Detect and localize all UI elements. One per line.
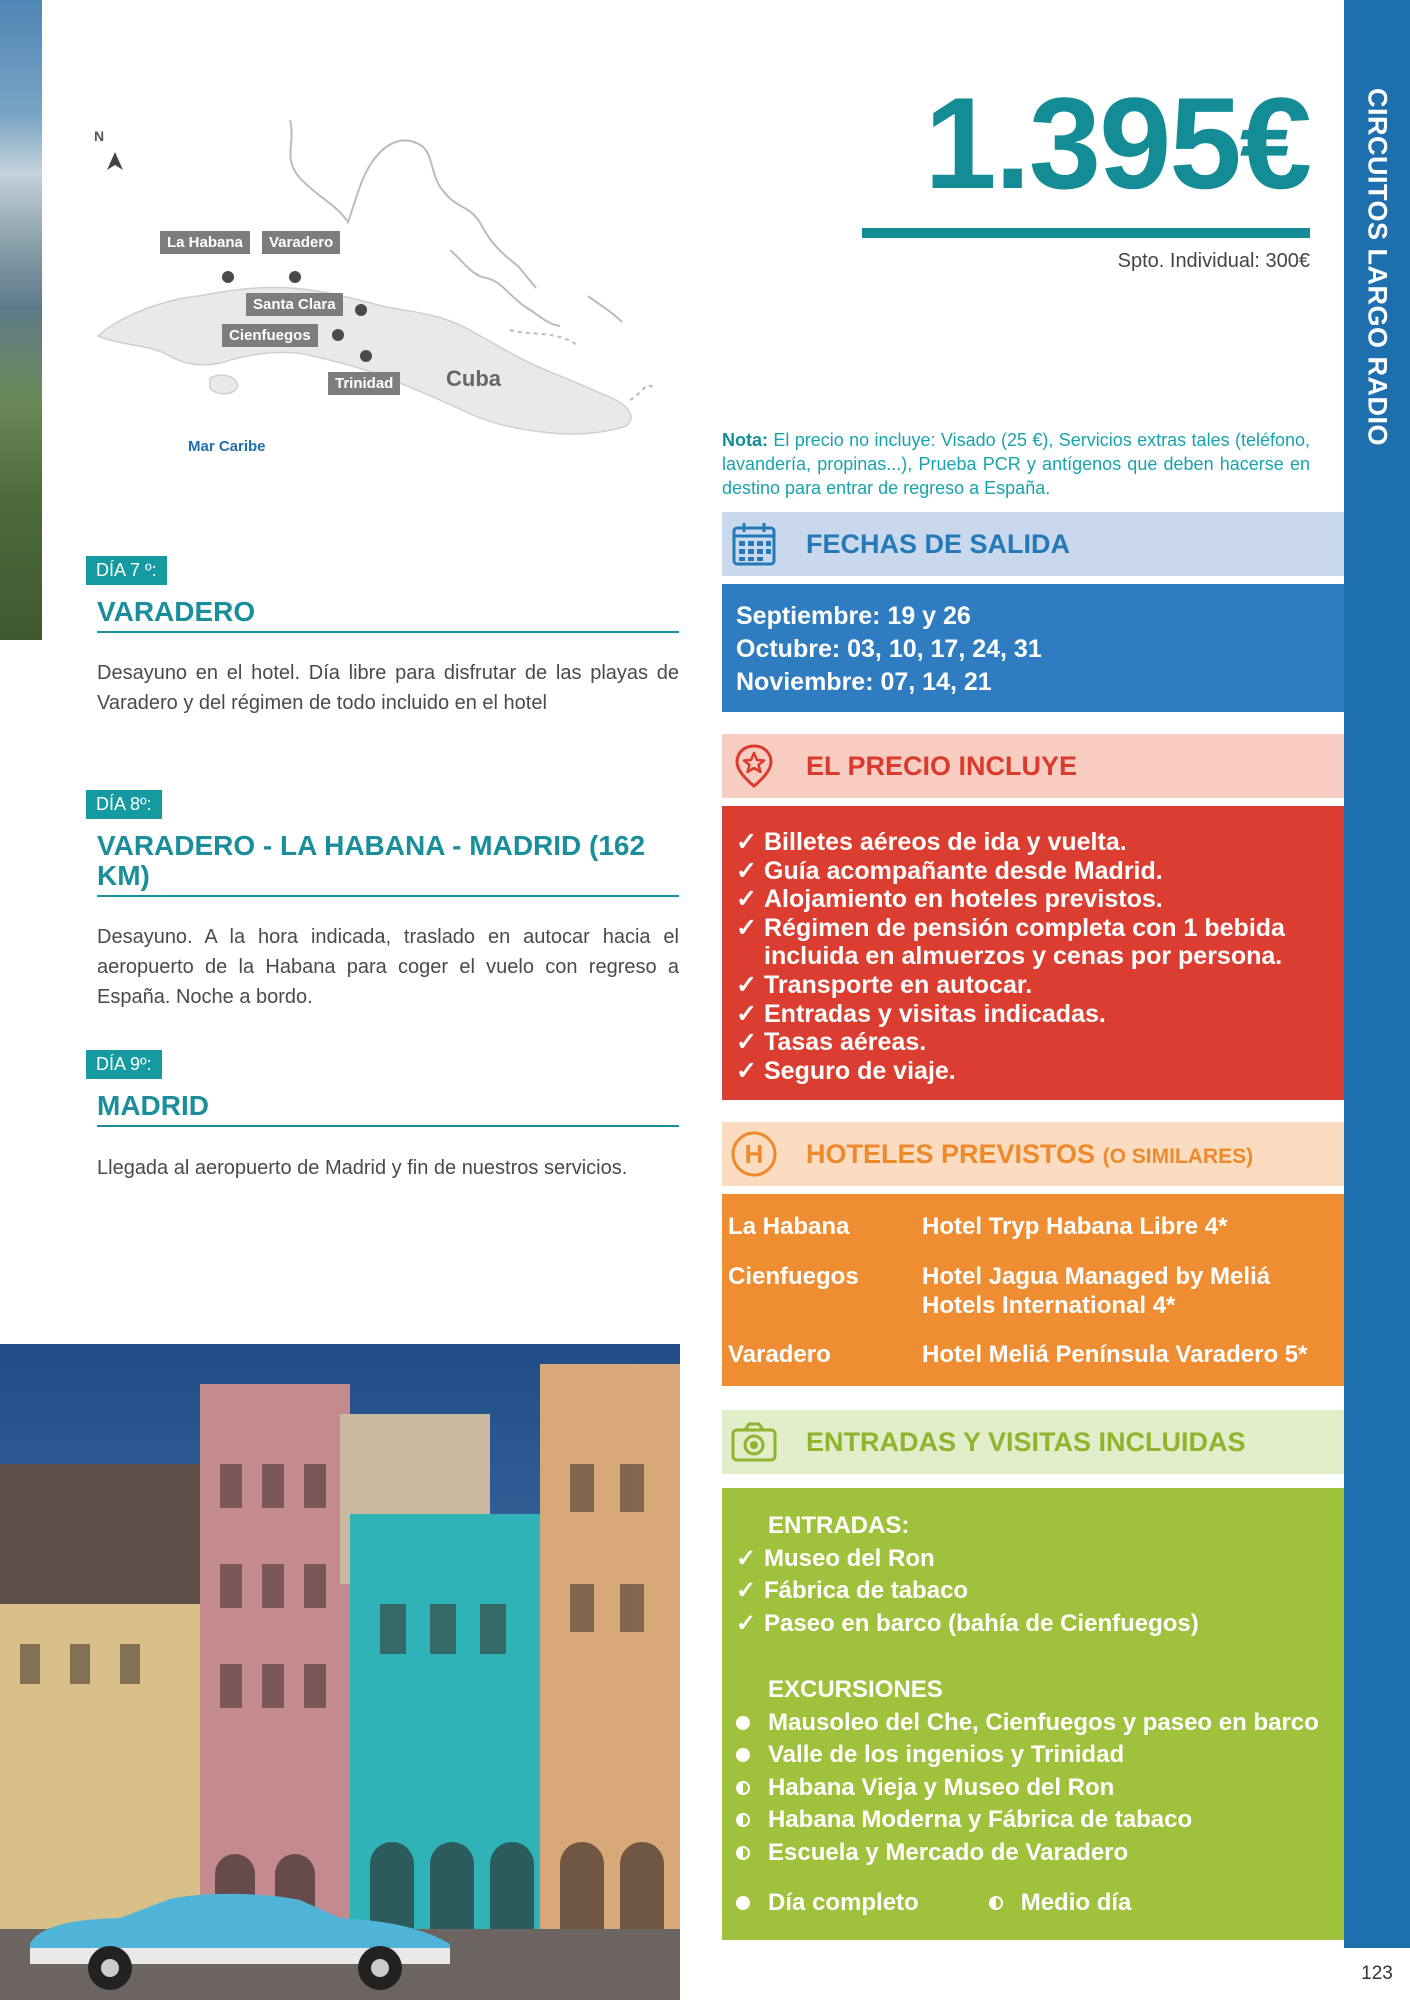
calendar-icon — [730, 520, 778, 568]
hoteles-body — [722, 1194, 1344, 1386]
hoteles-title-suffix: (O SIMILARES) — [1102, 1145, 1254, 1168]
list-item-text: Tasas aéreas. — [764, 1028, 927, 1057]
list-item-text: Mausoleo del Che, Cienfuegos y paseo en barco — [768, 1708, 1319, 1736]
legend-full — [736, 1887, 919, 1920]
list-item — [736, 971, 1344, 1000]
day-text: Llegada al aeropuerto de Madrid y fin de nuestros servicios. — [97, 1157, 628, 1179]
hoteles-title-text: HOTELES PREVISTOS — [806, 1139, 1096, 1169]
check-icon: ✓ — [736, 1028, 757, 1057]
list-item-text: Paseo en barco (bahía de Cienfuegos) — [764, 1609, 1199, 1637]
check-icon: ✓ — [736, 1544, 757, 1572]
check-icon: ✓ — [736, 1577, 757, 1604]
cuba-map — [90, 100, 690, 510]
hotel-icon-letter: H — [744, 1139, 764, 1169]
list-item — [736, 914, 1344, 971]
day-badge: DÍA 7 º: — [86, 556, 167, 585]
hotel-icon — [730, 1130, 778, 1178]
list-item — [736, 1608, 1344, 1641]
legend-half — [989, 1887, 1132, 1920]
half-day-icon — [736, 1813, 750, 1827]
note-label: Nota: — [722, 430, 768, 450]
map-north-label: N — [94, 128, 105, 144]
price-amount: 1.395€ — [924, 70, 1310, 216]
list-item-text: Guía acompañante desde Madrid. — [764, 856, 1163, 885]
list-item — [736, 1028, 1344, 1057]
entradas-subheading: ENTRADAS: — [768, 1512, 910, 1539]
map-city-label: Trinidad — [328, 372, 400, 395]
check-icon: ✓ — [736, 828, 757, 856]
check-icon: ✓ — [736, 913, 757, 942]
excursiones-subheading: EXCURSIONES — [768, 1676, 943, 1703]
map-sea-label: Mar Caribe — [188, 438, 266, 455]
hoteles-title — [806, 1122, 1253, 1186]
check-icon: ✓ — [736, 885, 757, 914]
list-item-text: Valle de los ingenios y Trinidad — [768, 1741, 1125, 1768]
legend-full-label: Día completo — [768, 1889, 919, 1916]
sidebar-title — [1344, 0, 1410, 520]
fechas-line: Octubre: 03, 10, 17, 24, 31 — [736, 635, 1042, 663]
map-country-label: Cuba — [446, 366, 501, 391]
list-item — [736, 1804, 1344, 1837]
list-item-text: Fábrica de tabaco — [764, 1577, 969, 1604]
day-badge: DÍA 8º: — [86, 790, 162, 819]
map-city-label: La Habana — [160, 231, 250, 254]
list-item-text: Seguro de viaje. — [764, 1056, 956, 1085]
check-icon: ✓ — [736, 970, 757, 999]
day-text: Desayuno. A la hora indicada, traslado en autocar hacia el aeropuerto de la Habana para coger el vuelo con regreso a España. Noche a bordo. — [97, 926, 679, 1008]
list-item-text: Habana Vieja y Museo del Ron — [768, 1773, 1115, 1801]
check-icon: ✓ — [736, 1609, 757, 1637]
day-title: VARADERO — [97, 597, 679, 633]
list-item — [736, 1707, 1344, 1740]
map-city-label: Santa Clara — [246, 293, 343, 316]
list-item — [736, 1543, 1344, 1576]
day-text: Desayuno en el hotel. Día libre para disfrutar de las playas de Varadero y del régimen de todo incluido en el hotel — [97, 662, 679, 714]
single-supplement: Spto. Individual: 300€ — [1117, 250, 1310, 272]
map-graphic — [90, 100, 690, 510]
list-item-text: Alojamiento en hoteles previstos. — [764, 885, 1163, 914]
hotel-name: Hotel Meliá Península Varadero 5* — [922, 1341, 1308, 1368]
map-city-label: Cienfuegos — [222, 324, 318, 347]
incluye-title: EL PRECIO INCLUYE — [806, 751, 1078, 781]
price-note — [722, 428, 1310, 500]
check-icon: ✓ — [736, 856, 757, 885]
camera-icon — [730, 1418, 778, 1466]
day-title: MADRID — [97, 1091, 679, 1127]
hotel-city: Varadero — [728, 1341, 831, 1368]
day-badge: DÍA 9º: — [86, 1050, 162, 1079]
hoteles-header — [722, 1122, 1344, 1186]
side-photo-strip — [0, 0, 42, 640]
list-item — [736, 1057, 1344, 1086]
fechas-title: FECHAS DE SALIDA — [806, 529, 1071, 559]
list-item-text: Escuela y Mercado de Varadero — [768, 1838, 1129, 1866]
entradas-title: ENTRADAS Y VISITAS INCLUIDAS — [806, 1427, 1246, 1457]
list-item-text: Régimen de pensión completa con 1 bebida incluida en almuerzos y cenas por persona. — [764, 913, 1285, 971]
list-item — [736, 1739, 1344, 1772]
page-number: 123 — [1344, 1948, 1410, 2000]
fechas-body — [722, 584, 1344, 712]
entradas-body — [722, 1488, 1344, 1940]
incluye-body — [722, 806, 1344, 1100]
check-icon: ✓ — [736, 1056, 757, 1085]
half-day-icon — [989, 1896, 1003, 1910]
day-title: VARADERO - LA HABANA - MADRID (162 KM) — [97, 831, 679, 897]
note-text: El precio no incluye: Visado (25 €), Servicios extras tales (teléfono, lavandería, propinas...), Prueba PCR y antígenos que deben hacerse en destino para entrar de regreso a España. — [722, 430, 1310, 498]
legend-half-label: Medio día — [1020, 1889, 1132, 1916]
list-item — [736, 857, 1344, 886]
badge-star-icon — [730, 742, 778, 790]
fechas-header — [722, 512, 1344, 576]
list-item-text: Museo del Ron — [764, 1544, 935, 1572]
hotel-city: La Habana — [728, 1213, 850, 1240]
incluye-header — [722, 734, 1344, 798]
hotel-name: Hotel Jagua Managed by Meliá Hotels International 4* — [922, 1263, 1271, 1319]
list-item-text: Entradas y visitas indicadas. — [764, 999, 1106, 1028]
full-day-icon — [736, 1896, 750, 1910]
list-item — [736, 1575, 1344, 1608]
hotel-name: Hotel Tryp Habana Libre 4* — [922, 1213, 1228, 1240]
entradas-header — [722, 1410, 1344, 1474]
list-item-text: Habana Moderna y Fábrica de tabaco — [768, 1806, 1193, 1833]
list-item-text: Billetes aéreos de ida y vuelta. — [764, 828, 1127, 856]
fechas-line: Noviembre: 07, 14, 21 — [736, 668, 992, 696]
price-underline — [862, 228, 1310, 238]
hotel-city: Cienfuegos — [728, 1263, 859, 1290]
half-day-icon — [736, 1781, 750, 1795]
havana-street-photo — [0, 1344, 680, 2000]
check-icon: ✓ — [736, 999, 757, 1028]
legend — [736, 1887, 1344, 1920]
list-item — [736, 885, 1344, 914]
half-day-icon — [736, 1846, 750, 1860]
list-item — [736, 828, 1344, 857]
list-item-text: Transporte en autocar. — [764, 970, 1033, 999]
sidebar-title-text: CIRCUITOS LARGO RADIO — [1362, 88, 1393, 447]
list-item — [736, 1837, 1344, 1870]
map-city-label: Varadero — [262, 231, 340, 254]
list-item — [736, 1000, 1344, 1029]
full-day-icon — [736, 1716, 750, 1730]
fechas-line: Septiembre: 19 y 26 — [736, 602, 971, 630]
full-day-icon — [736, 1748, 750, 1762]
list-item — [736, 1772, 1344, 1805]
